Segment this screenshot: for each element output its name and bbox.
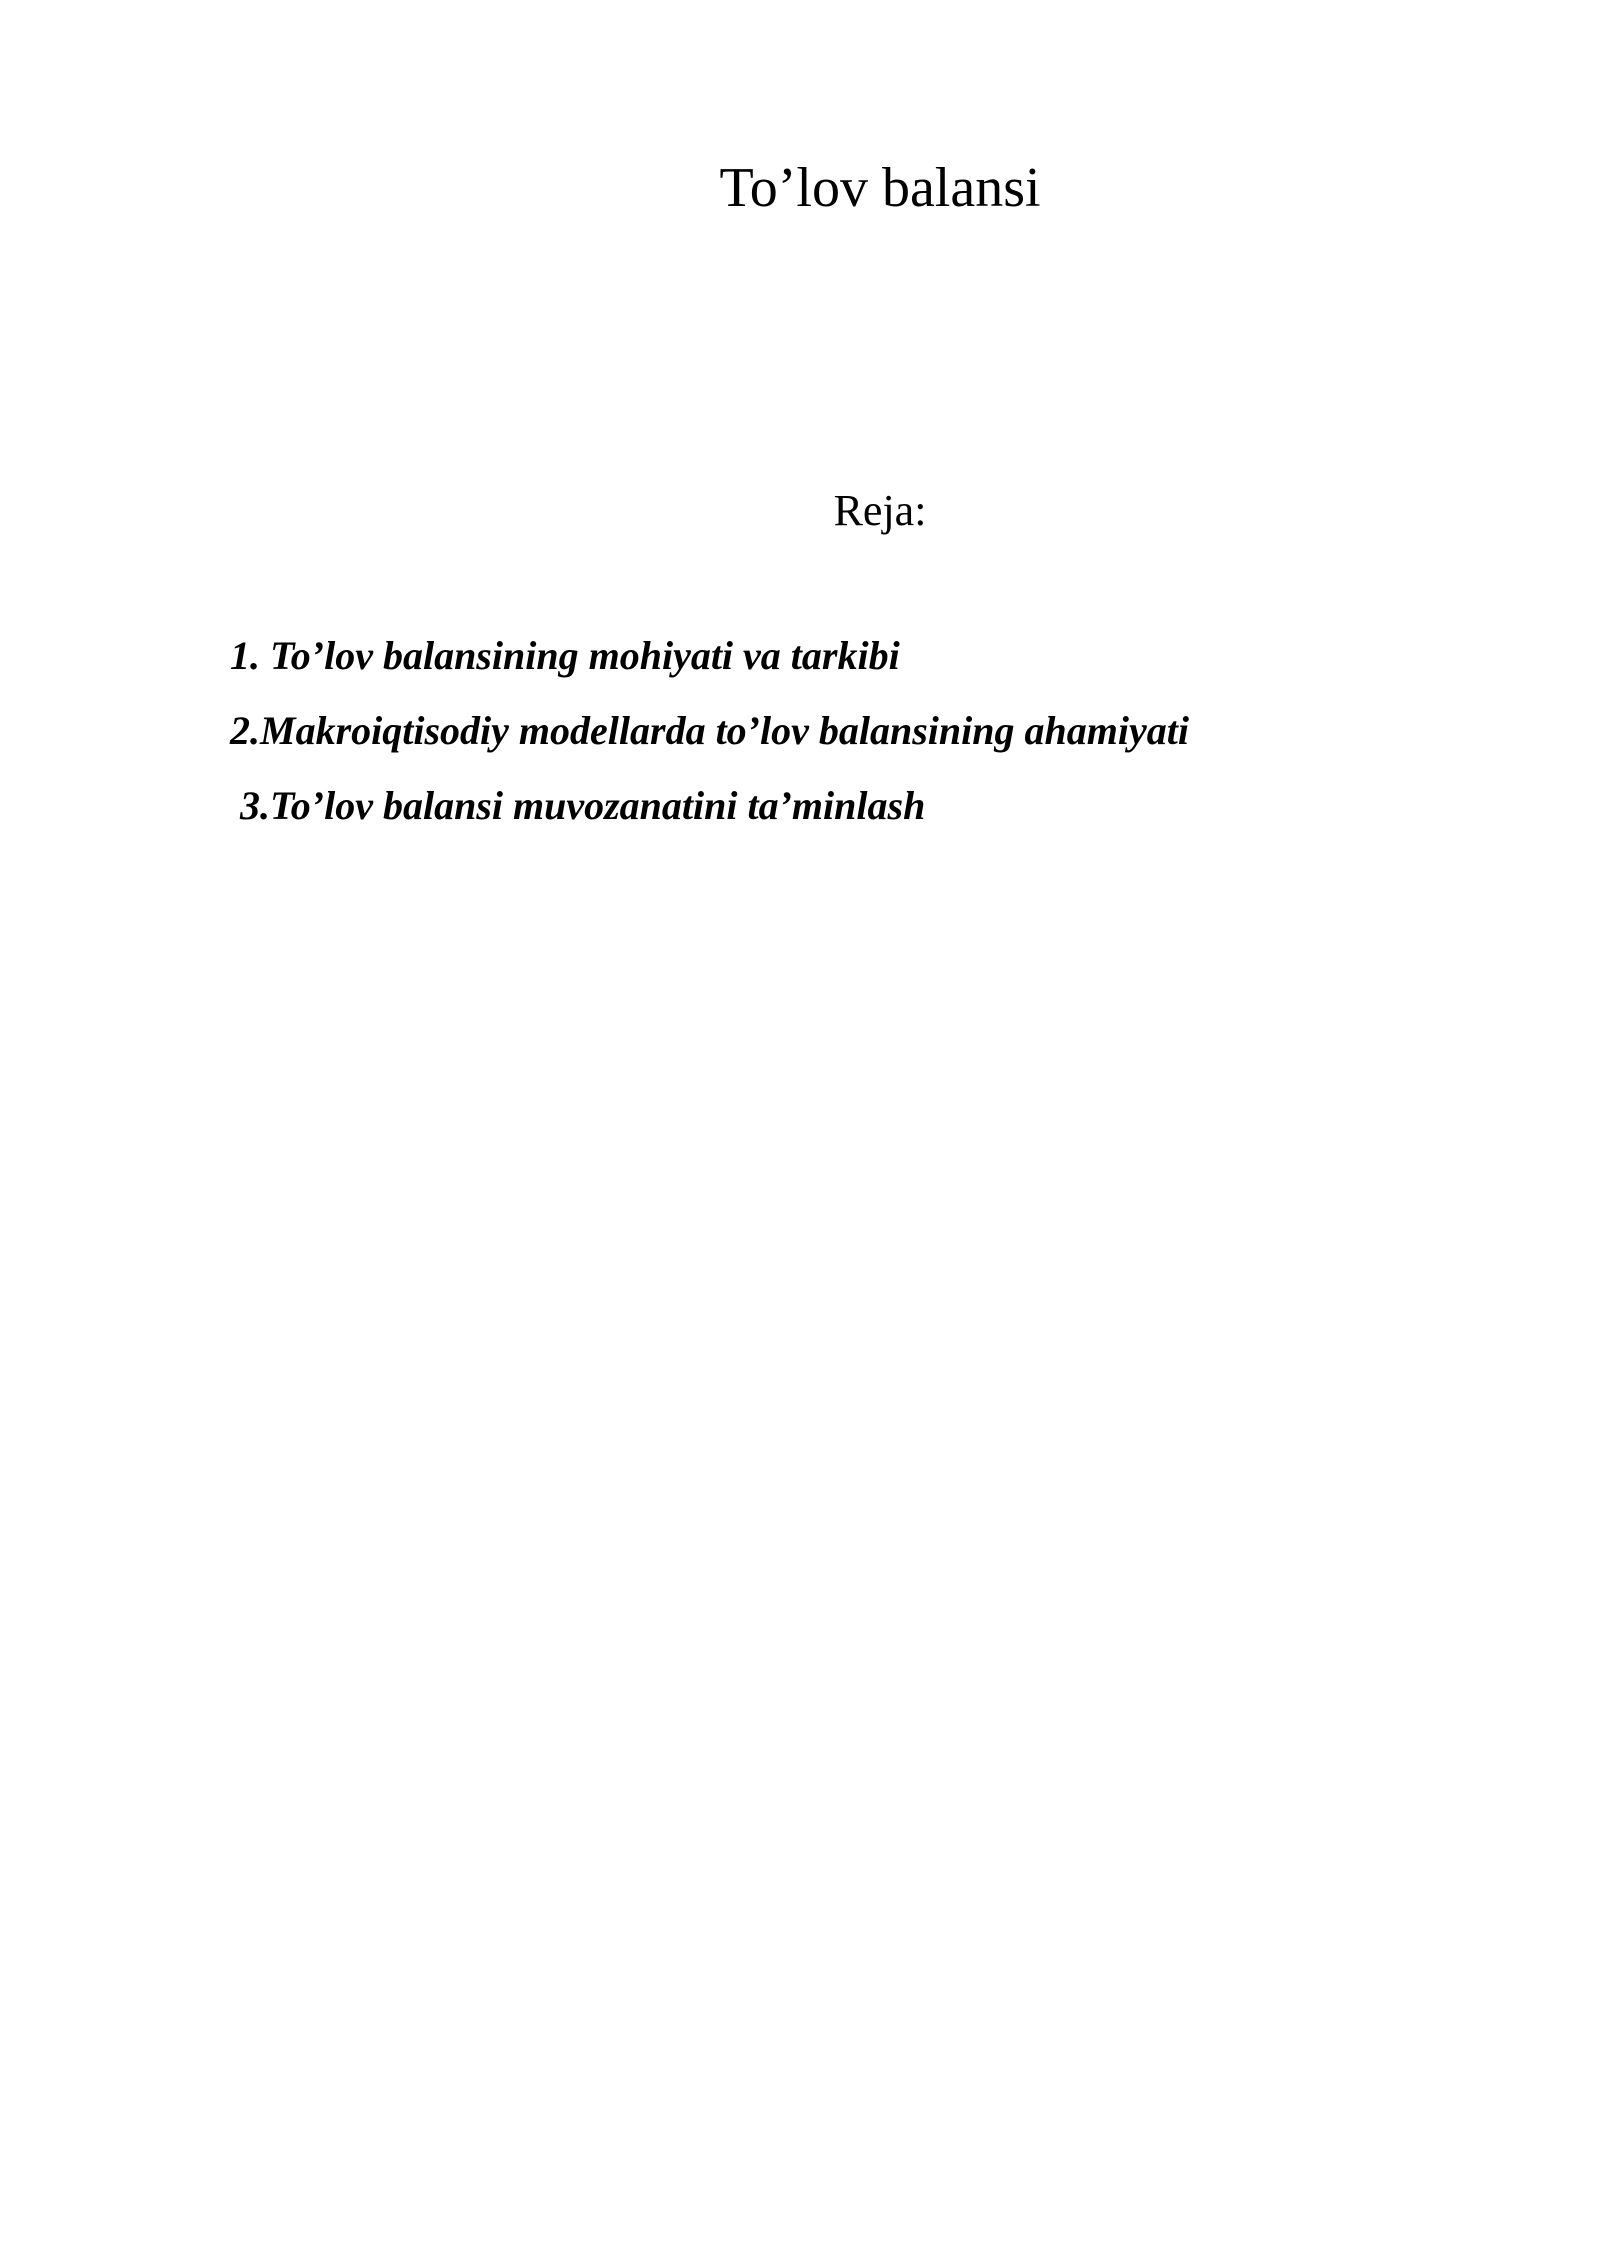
plan-item-2: 2.Makroiqtisodiy modellarda to’lov balansining ahamiyati (230, 708, 1189, 753)
plan-item-3: 3.To’lov balansi muvozanatini ta’minlash (240, 783, 926, 828)
plan-item-1: 1. To’lov balansining mohiyati va tarkibi (230, 633, 900, 678)
plan-heading: Reja: (833, 486, 927, 535)
document-title: To’lov balansi (719, 157, 1041, 219)
